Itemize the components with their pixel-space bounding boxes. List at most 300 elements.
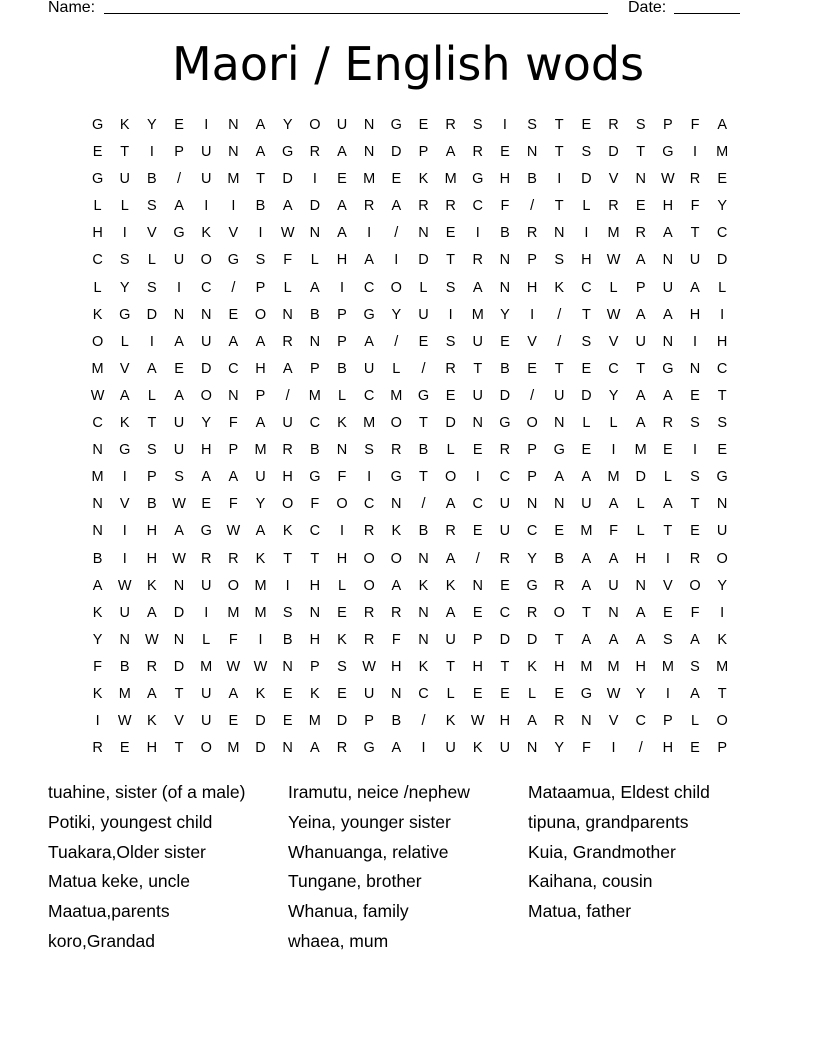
grid-letter: N xyxy=(553,225,565,242)
grid-letter: S xyxy=(147,198,157,215)
grid-letter: L xyxy=(147,387,156,404)
grid-row xyxy=(84,383,736,410)
grid-row xyxy=(84,275,736,302)
grid-letter: R xyxy=(445,523,456,540)
grid-letter: E xyxy=(581,360,592,377)
grid-letter: M xyxy=(118,685,131,702)
grid-letter: A xyxy=(147,604,157,621)
grid-letter: A xyxy=(635,387,646,404)
grid-letter: I xyxy=(149,333,154,350)
grid-letter: Y xyxy=(608,387,619,404)
grid-letter: D xyxy=(336,713,348,730)
grid-letter: / xyxy=(557,306,562,323)
grid-letter: N xyxy=(553,415,565,432)
grid-letter: I xyxy=(665,550,670,567)
grid-letter: U xyxy=(173,415,185,432)
grid-letter: W xyxy=(90,387,105,404)
grid-letter: I xyxy=(258,225,263,242)
grid-letter: N xyxy=(309,225,321,242)
grid-letter: I xyxy=(95,713,100,730)
grid-letter: U xyxy=(445,740,456,757)
grid-letter: I xyxy=(394,252,399,269)
grid-row xyxy=(84,654,736,681)
grid-letter: U xyxy=(173,442,185,459)
grid-letter: / xyxy=(638,740,643,757)
grid-letter: U xyxy=(200,685,212,702)
grid-letter: M xyxy=(661,658,674,675)
grid-row xyxy=(84,356,736,383)
word-list-item: koro,Grandad xyxy=(48,930,156,951)
word-list-item: Kuia, Grandmother xyxy=(528,841,676,862)
grid-letter: K xyxy=(147,577,157,594)
grid-letter: N xyxy=(336,442,348,459)
grid-letter: A xyxy=(581,469,592,486)
grid-letter: R xyxy=(336,740,348,757)
grid-letter: A xyxy=(663,225,673,242)
grid-letter: U xyxy=(499,523,511,540)
grid-letter: E xyxy=(554,685,565,702)
grid-letter: H xyxy=(255,360,266,377)
grid-letter: D xyxy=(255,713,266,730)
grid-letter: A xyxy=(255,144,266,161)
grid-letter: I xyxy=(530,306,535,323)
grid-letter: I xyxy=(122,225,127,242)
grid-letter: S xyxy=(147,442,157,459)
grid-letter: A xyxy=(690,279,700,296)
grid-letter: N xyxy=(499,279,511,296)
grid-letter: N xyxy=(92,523,103,540)
grid-letter: H xyxy=(499,713,511,730)
grid-letter: V xyxy=(608,171,619,188)
grid-letter: A xyxy=(255,415,266,432)
grid-letter: S xyxy=(255,252,266,269)
word-list-item: Whanuanga, relative xyxy=(288,841,449,862)
grid-letter: V xyxy=(147,225,157,242)
grid-letter: H xyxy=(526,279,538,296)
grid-letter: O xyxy=(227,577,239,594)
grid-letter: K xyxy=(92,604,103,621)
grid-letter: N xyxy=(608,604,619,621)
word-list-item: Potiki, youngest child xyxy=(48,811,213,832)
grid-letter: N xyxy=(173,577,185,594)
grid-letter: N xyxy=(119,631,130,648)
grid-letter: N xyxy=(228,144,239,161)
grid-letter: M xyxy=(607,658,620,675)
grid-letter: T xyxy=(120,144,130,161)
grid-letter: T xyxy=(310,550,320,567)
grid-letter: K xyxy=(119,117,130,133)
grid-letter: E xyxy=(472,604,483,621)
page-title: Maori / English wods xyxy=(171,37,645,91)
grid-letter: R xyxy=(391,604,402,621)
grid-letter: R xyxy=(445,198,456,215)
grid-letter: I xyxy=(258,631,263,648)
grid-letter: P xyxy=(174,144,184,161)
grid-letter: G xyxy=(119,442,131,459)
grid-letter: I xyxy=(204,604,209,621)
grid-letter: U xyxy=(255,469,266,486)
grid-letter: K xyxy=(309,685,320,702)
grid-letter: L xyxy=(283,279,292,296)
grid-letter: G xyxy=(309,469,321,486)
grid-letter: S xyxy=(337,658,347,675)
grid-letter: D xyxy=(581,171,592,188)
grid-letter: T xyxy=(636,144,646,161)
grid-letter: V xyxy=(608,333,619,350)
grid-letter: R xyxy=(662,415,674,432)
grid-letter: L xyxy=(310,252,319,269)
grid-letter: T xyxy=(690,496,700,513)
grid-letter: H xyxy=(146,523,158,540)
grid-letter: V xyxy=(119,360,130,377)
grid-letter: P xyxy=(147,469,157,486)
grid-letter: R xyxy=(499,550,511,567)
grid-letter: A xyxy=(445,496,456,513)
date-label: Date: xyxy=(628,0,667,16)
grid-letter: P xyxy=(527,252,537,269)
grid-letter: I xyxy=(611,740,616,757)
word-list-item: Whanua, family xyxy=(288,901,409,922)
grid-letter: L xyxy=(446,685,455,702)
grid-letter: D xyxy=(173,604,185,621)
grid-letter: K xyxy=(527,658,537,675)
grid-letter: N xyxy=(282,306,293,323)
grid-letter: F xyxy=(310,496,320,513)
grid-letter: K xyxy=(445,713,456,730)
grid-letter: W xyxy=(470,713,485,730)
word-list-item: Matua, father xyxy=(528,901,632,922)
grid-letter: E xyxy=(228,713,239,730)
grid-letter: E xyxy=(717,442,727,459)
grid-letter: C xyxy=(228,360,239,377)
grid-letter: R xyxy=(526,604,538,621)
grid-letter: L xyxy=(582,415,591,432)
grid-letter: L xyxy=(337,577,347,594)
word-list-item: Matua keke, uncle xyxy=(48,871,191,892)
grid-letter: P xyxy=(309,658,320,675)
grid-row xyxy=(84,735,736,762)
grid-letter: A xyxy=(445,144,456,161)
grid-letter: B xyxy=(500,225,510,242)
grid-letter: T xyxy=(581,604,591,621)
grid-letter: W xyxy=(253,658,268,675)
grid-letter: C xyxy=(526,523,538,540)
grid-letter: D xyxy=(418,252,429,269)
grid-letter: R xyxy=(363,631,375,648)
grid-letter: R xyxy=(92,740,103,757)
grid-letter: H xyxy=(146,740,158,757)
grid-letter: N xyxy=(363,144,375,161)
grid-letter: N xyxy=(499,252,511,269)
grid-letter: A xyxy=(391,198,402,215)
grid-letter: T xyxy=(446,252,456,269)
grid-letter: B xyxy=(337,360,347,377)
grid-letter: N xyxy=(526,740,538,757)
grid-letter: E xyxy=(581,117,592,133)
grid-letter: O xyxy=(200,387,212,404)
grid-letter: / xyxy=(231,279,236,296)
grid-letter: L xyxy=(93,198,102,215)
grid-letter: M xyxy=(580,523,593,540)
grid-letter: G xyxy=(553,442,565,459)
grid-letter: U xyxy=(418,306,429,323)
grid-letter: O xyxy=(526,415,538,432)
grid-letter: I xyxy=(177,279,182,296)
grid-letter: T xyxy=(256,171,265,188)
grid-letter: T xyxy=(554,117,564,133)
grid-letter: R xyxy=(363,604,375,621)
grid-letter: E xyxy=(337,171,347,188)
grid-letter: H xyxy=(146,550,158,567)
grid-letter: M xyxy=(227,171,240,188)
grid-letter: G xyxy=(173,225,185,242)
grid-letter: U xyxy=(472,387,483,404)
grid-letter: P xyxy=(717,740,727,757)
grid-letter: G xyxy=(499,415,511,432)
grid-letter: G xyxy=(526,577,538,594)
grid-letter: S xyxy=(663,631,673,648)
grid-letter: / xyxy=(394,225,399,242)
grid-letter: C xyxy=(472,198,483,215)
grid-letter: M xyxy=(716,658,729,675)
grid-letter: O xyxy=(390,550,402,567)
grid-letter: S xyxy=(690,415,700,432)
grid-letter: S xyxy=(527,117,537,133)
grid-letter: M xyxy=(254,604,267,621)
grid-row xyxy=(84,437,736,464)
grid-letter: I xyxy=(475,469,480,486)
grid-letter: E xyxy=(445,387,456,404)
grid-letter: H xyxy=(200,442,212,459)
grid-letter: H xyxy=(336,550,348,567)
grid-letter: N xyxy=(309,333,321,350)
grid-letter: A xyxy=(663,496,673,513)
grid-letter: U xyxy=(662,279,674,296)
grid-letter: S xyxy=(690,469,700,486)
grid-letter: S xyxy=(364,442,374,459)
grid-letter: P xyxy=(635,279,646,296)
grid-letter: D xyxy=(282,171,293,188)
grid-letter: R xyxy=(553,577,565,594)
grid-letter: O xyxy=(200,252,212,269)
grid-row xyxy=(84,166,736,193)
grid-letter: O xyxy=(390,279,402,296)
grid-letter: V xyxy=(119,496,130,513)
grid-row xyxy=(84,247,736,274)
grid-letter: I xyxy=(421,740,426,757)
grid-letter: N xyxy=(635,577,646,594)
grid-letter: U xyxy=(363,685,375,702)
grid-letter: E xyxy=(282,713,293,730)
grid-letter: A xyxy=(255,333,266,350)
grid-letter: E xyxy=(635,198,646,215)
grid-letter: N xyxy=(173,306,185,323)
grid-letter: F xyxy=(283,252,293,269)
grid-letter: Y xyxy=(500,306,510,323)
word-list-item: whaea, mum xyxy=(288,930,389,951)
grid-letter: A xyxy=(635,306,646,323)
grid-letter: T xyxy=(690,225,700,242)
grid-letter: N xyxy=(662,252,674,269)
grid-letter: N xyxy=(662,333,674,350)
grid-letter: E xyxy=(527,360,537,377)
grid-letter: I xyxy=(502,117,507,133)
grid-letter: K xyxy=(147,713,157,730)
grid-letter: H xyxy=(635,550,646,567)
grid-letter: A xyxy=(201,469,212,486)
grid-letter: E xyxy=(690,387,700,404)
grid-letter: T xyxy=(419,415,428,432)
grid-letter: C xyxy=(418,685,429,702)
grid-letter: N xyxy=(635,171,646,188)
grid-letter: U xyxy=(581,496,592,513)
grid-letter: A xyxy=(364,333,374,350)
grid-letter: R xyxy=(445,360,456,377)
grid-letter: E xyxy=(472,523,483,540)
grid-letter: D xyxy=(526,631,538,648)
grid-letter: F xyxy=(690,198,700,215)
grid-letter: N xyxy=(472,577,483,594)
grid-letter: N xyxy=(526,496,538,513)
grid-letter: T xyxy=(554,198,564,215)
grid-letter: S xyxy=(690,658,700,675)
grid-letter: U xyxy=(472,333,483,350)
grid-letter: U xyxy=(363,360,375,377)
word-list-item: tipuna, grandparents xyxy=(528,811,689,832)
grid-letter: V xyxy=(663,577,673,594)
grid-letter: E xyxy=(717,171,727,188)
grid-letter: T xyxy=(717,387,727,404)
grid-letter: N xyxy=(418,550,429,567)
grid-letter: W xyxy=(117,577,132,594)
grid-letter: E xyxy=(500,685,510,702)
grid-letter: I xyxy=(204,117,209,133)
grid-letter: L xyxy=(528,685,537,702)
grid-letter: A xyxy=(554,469,565,486)
grid-letter: A xyxy=(337,144,347,161)
grid-letter: C xyxy=(200,279,212,296)
grid-letter: S xyxy=(174,469,184,486)
grid-row xyxy=(84,491,736,518)
grid-letter: Y xyxy=(717,198,727,215)
grid-letter: U xyxy=(336,117,348,133)
grid-letter: G xyxy=(390,469,402,486)
grid-letter: N xyxy=(228,387,239,404)
grid-letter: M xyxy=(634,442,647,459)
grid-letter: A xyxy=(581,631,592,648)
grid-letter: A xyxy=(690,685,700,702)
grid-letter: A xyxy=(391,577,402,594)
grid-letter: / xyxy=(475,550,480,567)
grid-letter: H xyxy=(716,333,728,350)
grid-letter: M xyxy=(607,225,620,242)
grid-letter: E xyxy=(472,685,483,702)
grid-letter: W xyxy=(172,496,186,513)
grid-letter: R xyxy=(418,198,429,215)
grid-letter: P xyxy=(527,442,537,459)
grid-letter: E xyxy=(445,225,456,242)
grid-letter: C xyxy=(608,360,619,377)
word-list-item: tuahine, sister (of a male) xyxy=(48,782,246,802)
grid-letter: W xyxy=(226,523,241,540)
grid-letter: W xyxy=(145,631,159,648)
grid-letter: U xyxy=(608,577,619,594)
grid-letter: S xyxy=(445,333,456,350)
grid-letter: C xyxy=(363,387,375,404)
grid-letter: Y xyxy=(201,415,212,432)
grid-row xyxy=(84,329,736,356)
grid-letter: M xyxy=(363,171,376,188)
grid-letter: / xyxy=(421,360,426,377)
grid-letter: G xyxy=(91,171,104,188)
grid-letter: H xyxy=(92,225,103,242)
grid-letter: F xyxy=(228,496,238,513)
grid-letter: M xyxy=(91,360,104,377)
grid-letter: O xyxy=(309,117,321,133)
grid-letter: R xyxy=(445,117,456,133)
grid-letter: W xyxy=(661,171,675,188)
grid-letter: G xyxy=(363,740,375,757)
grid-letter: S xyxy=(635,117,646,133)
grid-letter: R xyxy=(472,144,483,161)
grid-letter: L xyxy=(202,631,211,648)
grid-letter: D xyxy=(581,387,592,404)
grid-letter: I xyxy=(149,144,154,161)
grid-letter: R xyxy=(635,225,646,242)
grid-letter: A xyxy=(391,740,402,757)
grid-letter: P xyxy=(527,469,537,486)
grid-letter: / xyxy=(530,387,535,404)
grid-letter: I xyxy=(367,225,372,242)
grid-letter: K xyxy=(201,225,212,242)
grid-letter: W xyxy=(606,685,621,702)
grid-letter: D xyxy=(146,306,158,323)
grid-letter: U xyxy=(119,171,130,188)
grid-letter: F xyxy=(500,198,510,215)
grid-letter: M xyxy=(580,658,593,675)
grid-letter: Y xyxy=(635,685,646,702)
grid-letter: T xyxy=(473,360,483,377)
grid-letter: C xyxy=(499,604,511,621)
grid-letter: E xyxy=(174,360,184,377)
grid-letter: / xyxy=(285,387,290,404)
grid-row xyxy=(84,193,736,220)
grid-letter: G xyxy=(662,360,674,377)
grid-row xyxy=(84,220,736,247)
grid-letter: I xyxy=(312,171,317,188)
grid-letter: B xyxy=(119,658,130,675)
grid-letter: H xyxy=(499,171,511,188)
grid-letter: K xyxy=(119,415,130,432)
date-field-line[interactable] xyxy=(674,13,740,14)
grid-letter: U xyxy=(445,631,456,648)
grid-letter: K xyxy=(445,577,456,594)
grid-letter: A xyxy=(635,604,646,621)
grid-letter: L xyxy=(392,360,401,377)
grid-letter: H xyxy=(662,198,674,215)
grid-letter: A xyxy=(337,225,347,242)
grid-letter: C xyxy=(716,225,728,242)
grid-letter: H xyxy=(472,658,483,675)
grid-letter: K xyxy=(337,415,347,432)
grid-letter: S xyxy=(581,144,592,161)
name-field-line[interactable] xyxy=(104,13,608,14)
grid-letter: L xyxy=(120,333,129,350)
grid-letter: G xyxy=(472,171,484,188)
grid-letter: L xyxy=(690,713,700,730)
grid-letter: / xyxy=(530,198,535,215)
grid-letter: I xyxy=(339,523,344,540)
